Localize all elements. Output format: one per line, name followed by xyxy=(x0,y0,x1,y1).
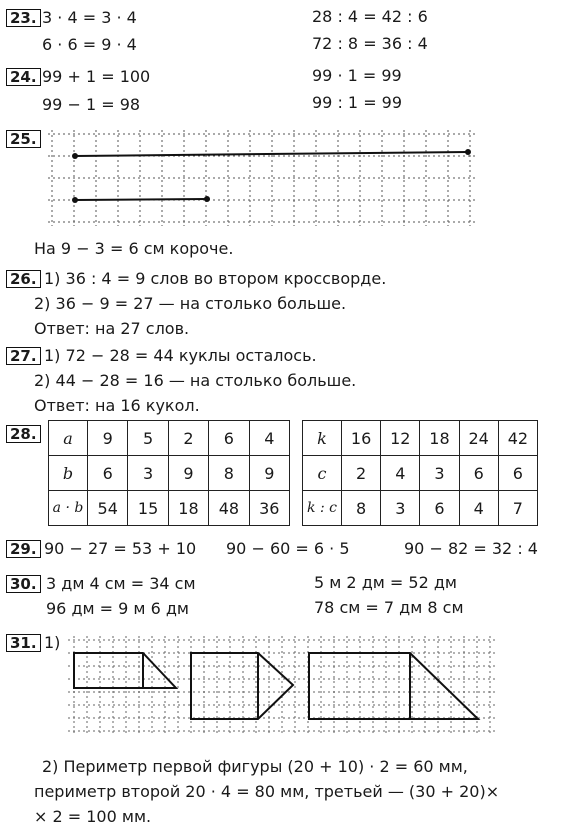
table-cell: 24 xyxy=(459,421,498,456)
problem-30-line-2: 96 дм = 9 м 6 дм xyxy=(46,599,189,618)
problem-23-line-2: 6 · 6 = 9 · 4 xyxy=(42,35,137,54)
problem-29-expr-2: 90 − 60 = 6 · 5 xyxy=(226,539,350,558)
row-header: k : c xyxy=(303,491,342,526)
problem-26-line-3: Ответ: на 27 слов. xyxy=(34,319,190,338)
problem-26-line-1: 1) 36 : 4 = 9 слов во втором кроссворде. xyxy=(44,269,387,288)
table-cell: 42 xyxy=(498,421,537,456)
row-header: c xyxy=(303,456,342,491)
row-header: a · b xyxy=(49,491,88,526)
table-cell: 16 xyxy=(342,421,381,456)
table-cell: 5 xyxy=(128,421,168,456)
table-cell: 6 xyxy=(420,491,459,526)
problem-31-line-2: периметр второй 20 · 4 = 80 мм, третьей — (30 + 20)× xyxy=(34,782,500,801)
table-cell: 3 xyxy=(381,491,420,526)
problem-27-line-3: Ответ: на 16 кукол. xyxy=(34,396,200,415)
problem-23-number: 23. xyxy=(6,9,41,27)
problem-24-line-2: 99 − 1 = 98 xyxy=(42,95,141,114)
problem-29-expr-1: 90 − 27 = 53 + 10 xyxy=(44,539,197,558)
table-cell: 3 xyxy=(128,456,168,491)
problem-24-right-1: 99 · 1 = 99 xyxy=(312,66,402,85)
problem-25-number: 25. xyxy=(6,130,41,148)
table-cell: 6 xyxy=(209,421,249,456)
table-cell: 7 xyxy=(498,491,537,526)
problem-31-part-1: 1) xyxy=(44,633,61,652)
table-cell: 6 xyxy=(459,456,498,491)
table-cell: 48 xyxy=(209,491,249,526)
table-cell: 6 xyxy=(498,456,537,491)
figure-1 xyxy=(74,653,176,688)
figure-2 xyxy=(191,653,293,719)
problem-23-right-2: 72 : 8 = 36 : 4 xyxy=(312,34,428,53)
table-cell: 12 xyxy=(381,421,420,456)
table-cell: 4 xyxy=(459,491,498,526)
problem-26-line-2: 2) 36 − 9 = 27 — на столько больше. xyxy=(34,294,347,313)
problem-29-number: 29. xyxy=(6,540,41,558)
problem-30-line-1: 3 дм 4 см = 34 см xyxy=(46,574,196,593)
table-cell: 3 xyxy=(420,456,459,491)
row-header: a xyxy=(49,421,88,456)
table-cell: 2 xyxy=(342,456,381,491)
problem-31-line-3: × 2 = 100 мм. xyxy=(34,807,152,826)
problem-27-line-1: 1) 72 − 28 = 44 куклы осталось. xyxy=(44,346,317,365)
problem-30-number: 30. xyxy=(6,575,41,593)
table-cell: 9 xyxy=(168,456,208,491)
problem-23-line-1: 3 · 4 = 3 · 4 xyxy=(42,8,137,27)
problem-26-number: 26. xyxy=(6,270,41,288)
problem-28-number: 28. xyxy=(6,425,41,443)
problem-27-number: 27. xyxy=(6,347,41,365)
problem-24-number: 24. xyxy=(6,68,41,86)
table-cell: 9 xyxy=(249,456,289,491)
table-cell: 18 xyxy=(420,421,459,456)
row-header: k xyxy=(303,421,342,456)
problem-24-line-1: 99 + 1 = 100 xyxy=(42,67,151,86)
problem-27-line-2: 2) 44 − 28 = 16 — на столько больше. xyxy=(34,371,357,390)
problem-29-expr-3: 90 − 82 = 32 : 4 xyxy=(404,539,538,558)
row-header: b xyxy=(49,456,88,491)
table-cell: 2 xyxy=(168,421,208,456)
table-cell: 36 xyxy=(249,491,289,526)
table-cell: 15 xyxy=(128,491,168,526)
table-cell: 9 xyxy=(88,421,128,456)
table-cell: 8 xyxy=(342,491,381,526)
problem-25-answer: На 9 − 3 = 6 см короче. xyxy=(34,239,234,258)
table-cell: 6 xyxy=(88,456,128,491)
problem-31-number: 31. xyxy=(6,634,41,652)
table-cell: 4 xyxy=(381,456,420,491)
table-cell: 4 xyxy=(249,421,289,456)
problem-31-line-1: 2) Периметр первой фигуры (20 + 10) · 2 = 60 мм, xyxy=(42,757,468,776)
table-cell: 18 xyxy=(168,491,208,526)
table-cell: 8 xyxy=(209,456,249,491)
table-cell: 54 xyxy=(88,491,128,526)
problem-24-right-2: 99 : 1 = 99 xyxy=(312,93,403,112)
problem-30-right-1: 5 м 2 дм = 52 дм xyxy=(314,573,457,592)
problem-30-right-2: 78 см = 7 дм 8 см xyxy=(314,598,464,617)
problem-23-right-1: 28 : 4 = 42 : 6 xyxy=(312,7,428,26)
